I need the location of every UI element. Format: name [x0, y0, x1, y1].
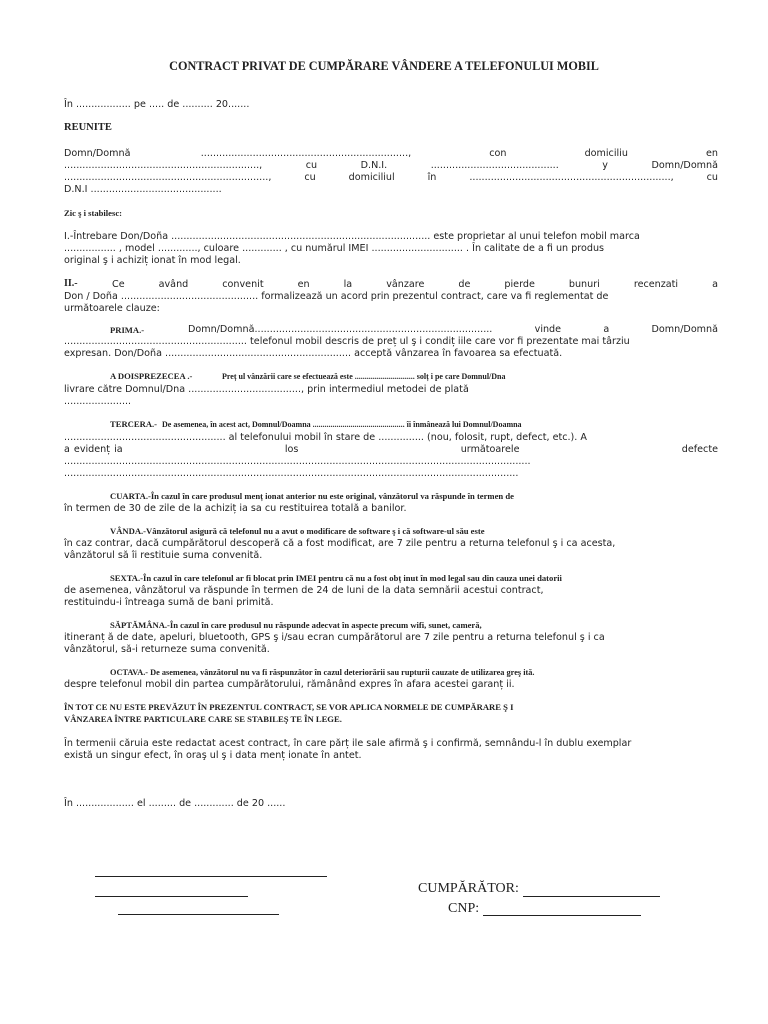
parties-line-2: ................................................................, cu D.N.I. .......................................... y Domn/Domnă	[64, 160, 718, 171]
octava-line-2: despre telefonul mobil din partea cumpărătorului, rămânând expres în afara acestei garanț ii.	[64, 679, 515, 690]
tercera-line-2: ..................................................... al telefonului mobil în stare de ............... (nou, folosit, rupt, defect, etc.). A	[64, 432, 587, 443]
sexta-line-3: restituindu-i întreaga sumă de bani primită.	[64, 597, 274, 608]
prima-line-3: expresan. Don/Doña ............................................................. acceptă vânzarea în favoarea sa efectuată.	[64, 348, 563, 359]
cuarta-line-2: în termen de 30 de zile de la achiziț ia sa cu restituirea totală a banilor.	[64, 503, 407, 514]
general-provision-line-2: VÂNZAREA ÎNTRE PARTICULARE CARE SE STABILEŞ TE ÎN LEGE.	[64, 714, 342, 724]
buyer-cnp-line	[483, 915, 641, 916]
tercera-line-1: De asemenea, în acest act, Domnul/Doamna .............................................. îi înmânează lui Domnul/Doamna	[162, 420, 522, 429]
doisprezecea-line-3: ......................	[64, 396, 132, 407]
prima-line-1: Domn/Domnă.............................................................................. vinde a Domn/Domnă	[188, 324, 718, 335]
tercera-line-4: .........................................................................................................................................................	[64, 456, 531, 467]
seller-cnp-line	[118, 914, 279, 915]
tercera-line-3: a evidenț ia los următoarele defecte	[64, 444, 718, 455]
sexta-line-1: SEXTA.-În cazul în care telefonul ar fi blocat prin IMEI pentru că nu a fost obț inut în mod legal sau din cauza unei datorii	[110, 573, 562, 583]
clause-2-heading: II.-	[64, 278, 78, 289]
clause-2-line-3: următoarele clauze:	[64, 303, 160, 314]
clause-2-line-2: Don / Doña ............................................. formalizează un acord prin prezentul contract, care va fi reglementat de	[64, 291, 609, 302]
clause-1-line-2: ................. , model ............., culoare ............. , cu numărul IMEI .............................. . În calitate de a fi un produs	[64, 243, 605, 254]
octava-line-1: OCTAVA.- De asemenea, vânzătorul nu va fi răspunzător în cazul deteriorării sau rupturii cauzate de utilizarea greş ită.	[110, 668, 535, 677]
clause-1-line-3: original ş i achiziț ionat în mod legal.	[64, 255, 241, 266]
doisprezecea-line-2: livrare către Domnul/Dna ....................................., prin intermediul metodei de plată	[64, 384, 469, 395]
prima-heading: PRIMA.-	[110, 325, 145, 335]
tercera-heading: TERCERA.-	[110, 419, 158, 429]
vanda-line-2: în caz contrar, dacă cumpărătorul descoperă că a fost modificat, are 7 zile pentru a returna telefonul ş i ca acesta,	[64, 538, 616, 549]
seller-signature-line	[95, 876, 327, 877]
closing-date-line: În ................... el ......... de ............. de 20 ......	[64, 798, 286, 809]
parties-line-3: ..................................................................., cu domiciliul în .................................................................., cu	[64, 172, 718, 183]
buyer-label: CUMPĂRĂTOR:	[418, 881, 519, 896]
closing-statement-line-1: În termenii căruia este redactat acest contract, în care părț ile sale afirmă ş i confirmă, semnându-l în dublu exemplar	[64, 738, 632, 749]
prima-line-2: ............................................................ telefonul mobil descris de preț ul ş i condiț iile care vor fi prezentate mai târziu	[64, 336, 630, 347]
doisprezecea-heading: A DOISPREZECEA .-	[110, 371, 193, 381]
place-date-line: În .................. pe ..... de .......... 20.......	[64, 99, 250, 110]
vanda-line-3: vânzătorul să îi restituie suma convenită.	[64, 550, 263, 561]
sexta-line-2: de asemenea, vânzătorul va răspunde în termen de 24 de luni de la data semnării acestui contract,	[64, 585, 544, 596]
document-title: CONTRACT PRIVAT DE CUMPĂRARE VÂNDERE A TELEFONULUI MOBIL	[169, 59, 599, 73]
saptamana-line-3: vânzătorul, să-i returneze suma convenită.	[64, 644, 270, 655]
tercera-line-5: .....................................................................................................................................................	[64, 468, 519, 479]
closing-statement-line-2: există un singur efect, în oraş ul ş i data menț ionate în antet.	[64, 750, 362, 761]
doisprezecea-line-1: Preț ul vânzării care se efectuează este .............................. solț i pe care Domnul/Dna	[222, 372, 506, 381]
seller-name-line	[95, 896, 248, 897]
clause-2-line-1: Ce având convenit en la vânzare de pierde bunuri recenzati a	[112, 279, 718, 290]
cnp-label: CNP:	[448, 901, 480, 916]
vanda-line-1: VÂNDA.-Vânzătorul asigură că telefonul nu a avut o modificare de software ş i că software-ul său este	[110, 526, 485, 536]
buyer-signature-line	[523, 896, 660, 897]
reunite-heading: REUNITE	[64, 122, 112, 133]
general-provision-line-1: ÎN TOT CE NU ESTE PREVĂZUT ÎN PREZENTUL CONTRACT, SE VOR APLICA NORMELE DE CUMPĂRARE Ş I	[64, 702, 514, 712]
parties-line-4: D.N.I ...........................................	[64, 184, 222, 195]
saptamana-line-1: SĂPTĂMÂNA.-În cazul în care produsul nu răspunde adecvat în aspecte precum wifi, sunet, cameră,	[110, 620, 482, 630]
saptamana-line-2: itineranț ă de date, apeluri, bluetooth, GPS ş i/sau ecran cumpărătorul are 7 zile pentru a returna telefonul ş i ca	[64, 632, 605, 643]
parties-line-1: Domn/Domnă ...................................................................., con domiciliu en	[64, 148, 718, 159]
clause-1-line-1: I.-Întrebare Don/Doña ..................................................................................... este proprietar al unui telefon mobil marca	[64, 231, 640, 242]
zic-heading: Zic ş i stabilesc:	[64, 208, 123, 218]
cuarta-line-1: CUARTA.-În cazul în care produsul menț ionat anterior nu este original, vânzătorul va răspunde în termen de	[110, 491, 514, 501]
